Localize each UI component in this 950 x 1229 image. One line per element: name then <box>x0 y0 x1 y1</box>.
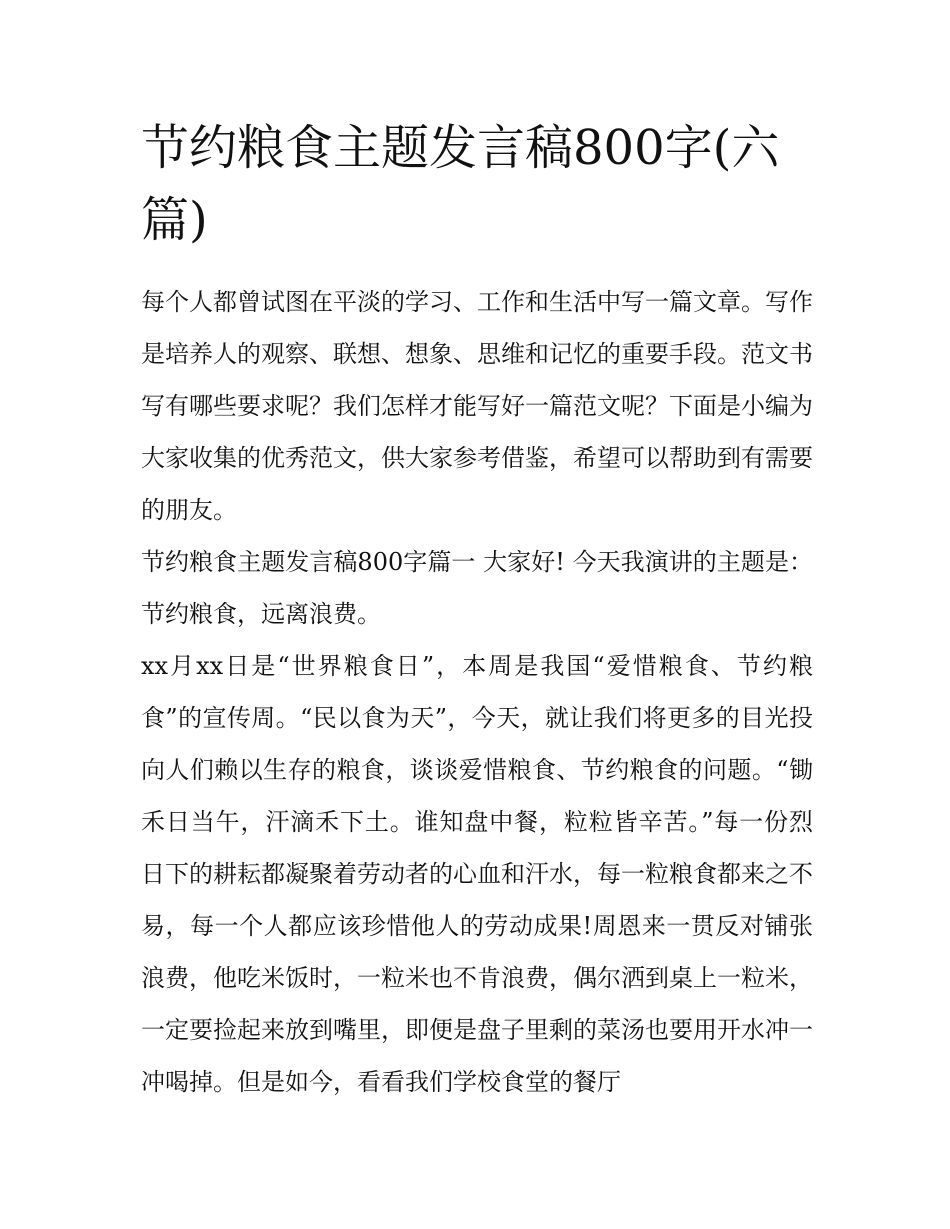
document-page <box>141 112 813 1108</box>
intro-paragraph: 每个人都曾试图在平淡的学习、工作和生活中写一篇文章。写作是培养人的观察、联想、想象、思维和记忆的重要手段。范文书写有哪些要求呢？我们怎样才能写好一篇范文呢？下面是小编为大家收集的优秀范文，供大家参考借鉴，希望可以帮助到有需要的朋友。 <box>141 288 813 524</box>
document-body <box>141 276 813 1108</box>
document-title: 节约粮食主题发言稿800字(六篇) <box>141 120 780 248</box>
speech-body-paragraph: xx月xx日是“世界粮食日”，本周是我国“爱惜粮食、节约粮食”的宣传周。“民以食为天”，今天，就让我们将更多的目光投向人们赖以生存的粮食，谈谈爱惜粮食、节约粮食的问题。“锄禾日当午，汗滴禾下土。谁知盘中餐，粒粒皆辛苦。”每一份烈日下的耕耘都凝聚着劳动者的心血和汗水，每一粒粮食都来之不易，每一个人都应该珍惜他人的劳动成果!周恩来一贯反对铺张浪费，他吃米饭时，一粒米也不肯浪费，偶尔洒到桌上一粒米，一定要捡起来放到嘴里，即便是盘子里剩的菜汤也要用开水冲一冲喝掉。但是如今，看看我们学校食堂的餐厅 <box>141 652 813 1096</box>
speech-opening-paragraph: 节约粮食主题发言稿800字篇一 大家好! 今天我演讲的主题是：节约粮食，远离浪费。 <box>141 548 813 628</box>
